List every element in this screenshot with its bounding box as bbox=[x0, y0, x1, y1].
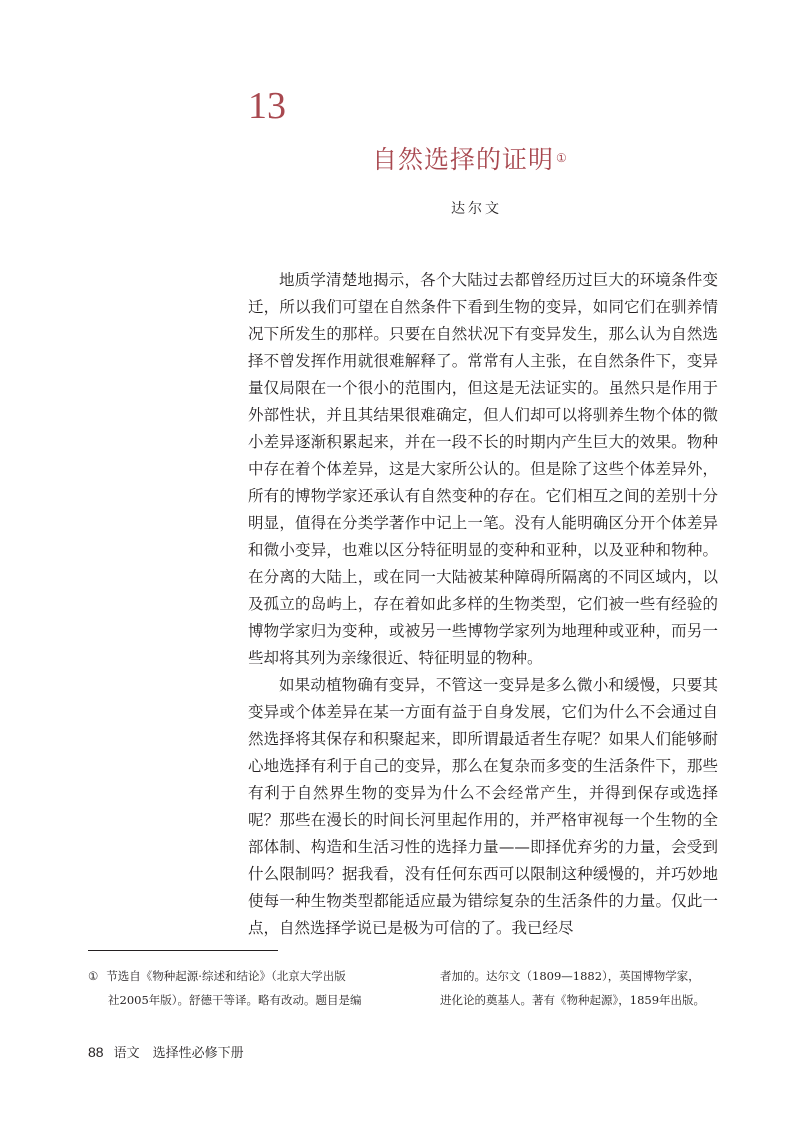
footnote-divider bbox=[88, 950, 278, 951]
footnote-line-4: 进化论的奠基人。著有《物种起源》，1859年出版。 bbox=[440, 993, 706, 1007]
footnote-mark: ① bbox=[88, 969, 99, 983]
chapter-number: 13 bbox=[248, 85, 286, 127]
footnote-right-column bbox=[440, 964, 720, 1012]
page-title bbox=[372, 143, 568, 177]
page-number: 88 bbox=[88, 1044, 104, 1060]
article-body bbox=[248, 267, 718, 942]
title-text: 自然选择的证明 bbox=[372, 145, 555, 174]
page-footer bbox=[88, 1042, 244, 1064]
paragraph-1: 地质学清楚地揭示，各个大陆过去都曾经历过巨大的环境条件变迁，所以我们可望在自然条件下看到生物的变异，如同它们在驯养情况下所发生的那样。只要在自然状况下有变异发生，那么认为自然选择不曾发挥作用就很难解释了。常常有人主张，在自然条件下，变异量仅局限在一个很小的范围内，但这是无法证实的。虽然只是作用于外部性状，并且其结果很难确定，但人们却可以将驯养生物个体的微小差异逐渐积累起来，并在一段不长的时期内产生巨大的效果。物种中存在着个体差异，这是大家所公认的。但是除了这些个体差异外，所有的博物学家还承认有自然变种的存在。它们相互之间的差别十分明显，值得在分类学著作中记上一笔。没有人能明确区分开个体差异和微小变异，也难以区分特征明显的变种和亚种，以及亚种和物种。在分离的大陆上，或在同一大陆被某种障碍所隔离的不同区域内，以及孤立的岛屿上，存在着如此多样的生物类型，它们被一些有经验的博物学家归为变种，或被另一些博物学家列为地理种或亚种，而另一些却将其列为亲缘很近、特征明显的物种。 bbox=[248, 271, 718, 667]
footnote-ref-mark[interactable]: ① bbox=[556, 151, 568, 165]
author-name: 达尔文 bbox=[451, 201, 502, 217]
book-title: 语文 选择性必修下册 bbox=[113, 1046, 244, 1061]
footnote-left-column bbox=[88, 964, 388, 1012]
footnote-line-2: 社2005年版）。舒德干等译。略有改动。题目是编 bbox=[108, 993, 362, 1007]
footnote-line-1: 节选自《物种起源·综述和结论》（北京大学出版 bbox=[106, 969, 346, 983]
footnote-line-3: 者加的。达尔文（1809—1882），英国博物学家， bbox=[440, 969, 700, 983]
paragraph-2: 如果动植物确有变异，不管这一变异是多么微小和缓慢，只要其变异或个体差异在某一方面有益于自身发展，它们为什么不会通过自然选择将其保存和积聚起来，即所谓最适者生存呢？如果人们能够耐心地选择有利于自己的变异，那么在复杂而多变的生活条件下，那些有利于自然界生物的变异为什么不会经常产生，并得到保存或选择呢？那些在漫长的时间长河里起作用的，并严格审视每一个生物的全部体制、构造和生活习性的选择力量——即择优弃劣的力量，会受到什么限制吗？据我看，没有任何东西可以限制这种缓慢的，并巧妙地使每一种生物类型都能适应最为错综复杂的生活条件的力量。仅此一点，自然选择学说已是极为可信的了。我已经尽 bbox=[248, 676, 718, 937]
